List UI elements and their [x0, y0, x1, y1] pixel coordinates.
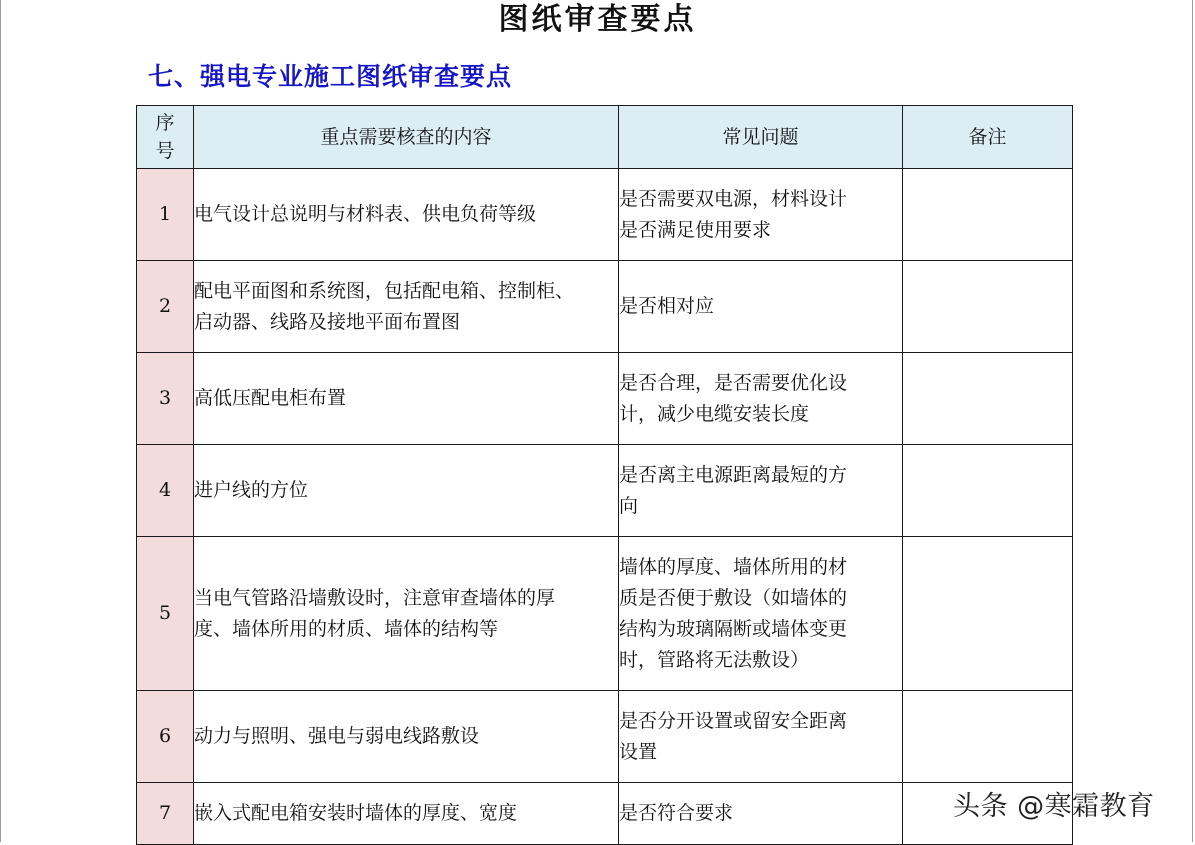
- row-issue: [619, 537, 903, 691]
- row-issue: [619, 445, 903, 537]
- document-title: 图纸审查要点: [498, 2, 697, 37]
- row-content: [194, 169, 619, 261]
- row-issue-line: 是否分开设置或留安全距离: [619, 709, 848, 732]
- row-issue-line: 墙体的厚度、墙体所用的材: [619, 555, 848, 578]
- row-content-line: 电气设计总说明与材料表、供电负荷等级: [194, 203, 537, 225]
- row-issue-line: 是否需要双电源，材料设计: [619, 187, 848, 210]
- table-row: [137, 537, 1073, 691]
- row-content-line: 度、墙体所用的材质、墙体的结构等: [194, 617, 499, 640]
- row-number: 4: [137, 445, 194, 537]
- row-content-line: 启动器、线路及接地平面布置图: [194, 310, 461, 333]
- row-issue-line: 向: [619, 494, 639, 517]
- row-content: [194, 537, 619, 691]
- row-content-line: 进户线的方位: [194, 479, 309, 501]
- row-content: [194, 445, 619, 537]
- row-content-line: 动力与照明、强电与弱电线路敷设: [194, 725, 480, 747]
- row-issue-line: 质是否便于敷设（如墙体的: [619, 586, 848, 609]
- row-issue-line: 设置: [619, 740, 658, 763]
- row-content-line: 配电平面图和系统图，包括配电箱、控制柜、: [194, 279, 575, 302]
- row-content: [194, 353, 619, 445]
- review-table: [136, 105, 1073, 845]
- row-number: 2: [137, 261, 194, 353]
- row-issue-line: 是否离主电源距离最短的方: [619, 463, 848, 486]
- row-note: [903, 169, 1073, 261]
- row-content: [194, 261, 619, 353]
- watermark: 头条 @寒霜教育: [953, 791, 1155, 822]
- table-row: [137, 691, 1073, 783]
- row-content: [194, 783, 619, 845]
- row-issue: [619, 353, 903, 445]
- header-seq-line: 号: [155, 140, 175, 162]
- row-issue: [619, 783, 903, 845]
- row-issue: [619, 261, 903, 353]
- row-issue-line: 时，管路将无法敷设）: [619, 648, 810, 671]
- row-note: [903, 261, 1073, 353]
- row-issue-line: 结构为玻璃隔断或墙体变更: [619, 617, 848, 640]
- header-content: 重点需要核查的内容: [194, 106, 619, 169]
- row-note: [903, 353, 1073, 445]
- row-issue-line: 是否合理，是否需要优化设: [619, 371, 848, 394]
- row-number: 7: [137, 783, 194, 845]
- header-notes: 备注: [903, 106, 1073, 169]
- header-issues: 常见问题: [619, 106, 903, 169]
- row-issue-line: 是否满足使用要求: [619, 218, 772, 241]
- table-row: [137, 783, 1073, 845]
- header-seq-line: 序: [155, 112, 175, 134]
- row-number: 1: [137, 169, 194, 261]
- table-row: [137, 169, 1073, 261]
- row-number: 5: [137, 537, 194, 691]
- row-number: 6: [137, 691, 194, 783]
- header-seq: [137, 106, 194, 169]
- row-issue-line: 是否符合要求: [619, 802, 734, 824]
- row-number: 3: [137, 353, 194, 445]
- row-issue-line: 计，减少电缆安装长度: [619, 402, 810, 425]
- table-row: [137, 261, 1073, 353]
- table-row: [137, 445, 1073, 537]
- row-issue: [619, 691, 903, 783]
- row-note: [903, 445, 1073, 537]
- row-content-line: 当电气管路沿墙敷设时，注意审查墙体的厚: [194, 586, 556, 609]
- row-issue-line: 是否相对应: [619, 295, 715, 317]
- row-content: [194, 691, 619, 783]
- table-row: [137, 353, 1073, 445]
- row-content-line: 高低压配电柜布置: [194, 387, 347, 409]
- row-note: [903, 537, 1073, 691]
- row-content-line: 嵌入式配电箱安装时墙体的厚度、宽度: [194, 802, 518, 824]
- row-issue: [619, 169, 903, 261]
- section-heading: 七、强电专业施工图纸审查要点: [148, 62, 513, 91]
- row-note: [903, 691, 1073, 783]
- table-header-row: [137, 106, 1073, 169]
